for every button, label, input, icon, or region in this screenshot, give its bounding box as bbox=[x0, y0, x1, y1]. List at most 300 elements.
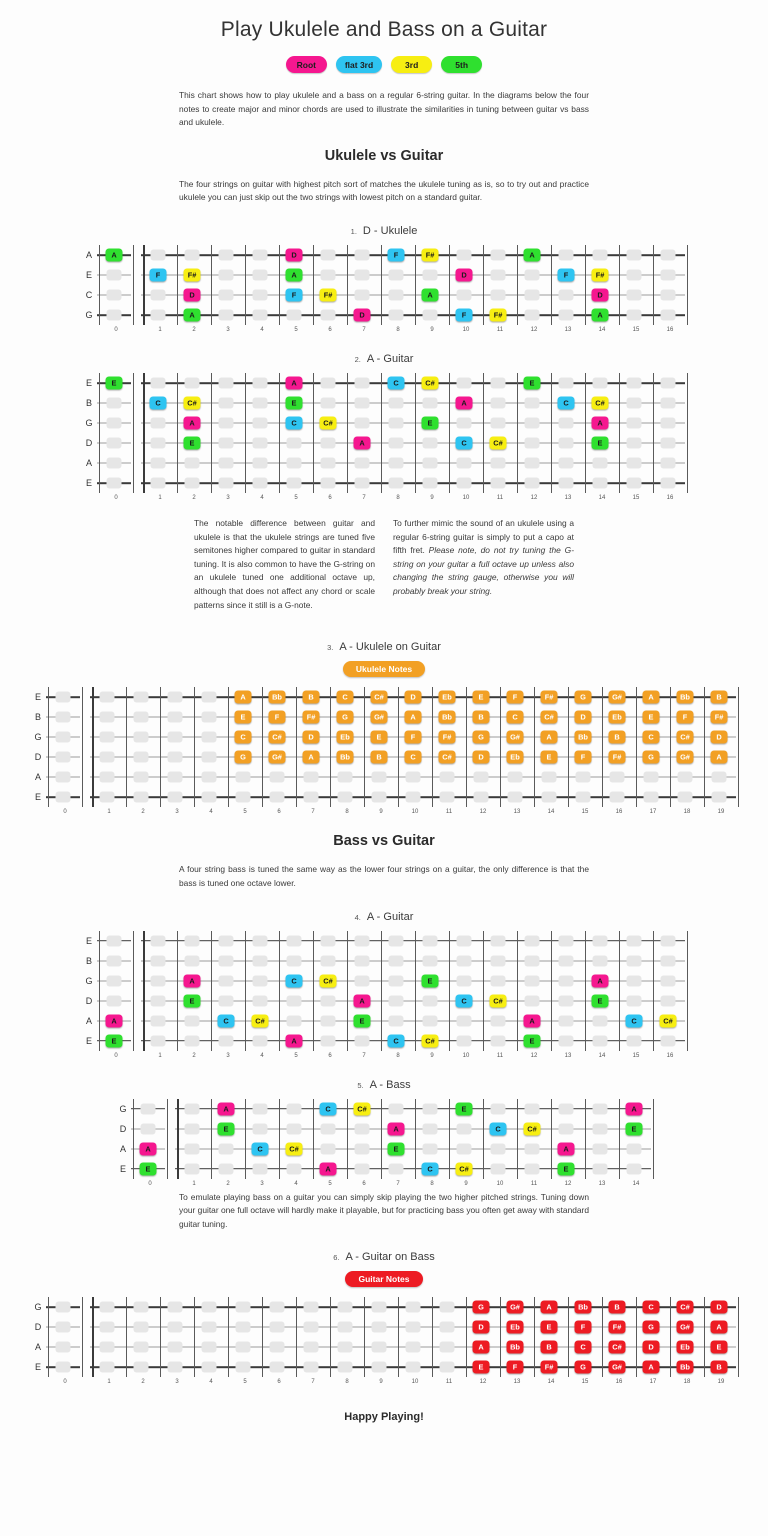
fret-marker-ghost bbox=[627, 378, 642, 389]
fret-note: A bbox=[354, 437, 371, 450]
fret-note: D bbox=[303, 731, 320, 744]
fret-cells bbox=[90, 727, 736, 747]
fret-cell bbox=[549, 265, 583, 285]
fret-marker-ghost bbox=[423, 398, 438, 409]
fret-cells bbox=[141, 285, 685, 305]
fret-cell bbox=[277, 1139, 311, 1159]
fret-marker-ghost bbox=[56, 732, 71, 743]
fret-cell bbox=[481, 951, 515, 971]
open-string-cell bbox=[97, 951, 131, 971]
fret-note: E bbox=[106, 377, 123, 390]
fret-note: Bb bbox=[575, 1301, 592, 1314]
fret-number: 0 bbox=[114, 495, 118, 502]
fret-note: C bbox=[235, 731, 252, 744]
fret-cell bbox=[226, 1357, 260, 1377]
fret-cell bbox=[430, 1357, 464, 1377]
fret-cell bbox=[362, 767, 396, 787]
fret-marker-ghost bbox=[423, 478, 438, 489]
fret-cell bbox=[294, 1317, 328, 1337]
ukulele-section-intro: The four strings on guitar with highest pitch sort of matches the ukulele tuning as is, so to try out and practice ukulele you can just skip out the two strings with lowest pitch on a standard guitar. bbox=[179, 178, 589, 203]
fret-cell bbox=[617, 285, 651, 305]
fret-marker-ghost bbox=[287, 935, 302, 946]
fret-cell bbox=[549, 413, 583, 433]
fretboard-block-6 bbox=[0, 1251, 768, 1385]
fret-marker-ghost bbox=[644, 772, 659, 783]
fret-marker-ghost bbox=[270, 1302, 285, 1313]
fret-cell bbox=[158, 767, 192, 787]
fret-cell bbox=[362, 727, 396, 747]
fret-cells bbox=[175, 1099, 651, 1119]
fret-cell bbox=[311, 1159, 345, 1179]
fret-cell bbox=[209, 1099, 243, 1119]
open-string-cell bbox=[46, 687, 80, 707]
fret-marker-ghost bbox=[253, 290, 268, 301]
fret-number: 0 bbox=[114, 1052, 118, 1059]
fret-cells bbox=[141, 305, 685, 325]
fret-cell bbox=[668, 767, 702, 787]
fret-cell bbox=[260, 747, 294, 767]
fret-marker-ghost bbox=[321, 310, 336, 321]
fret-marker-ghost bbox=[627, 458, 642, 469]
fret-cell bbox=[379, 1159, 413, 1179]
fret-cell bbox=[328, 727, 362, 747]
fret-cell bbox=[294, 767, 328, 787]
fret-cell bbox=[192, 727, 226, 747]
fret-marker-ghost bbox=[559, 438, 574, 449]
fret-cell bbox=[345, 245, 379, 265]
fret-note: B bbox=[541, 1341, 558, 1354]
fret-cell bbox=[226, 687, 260, 707]
fret-cell bbox=[651, 951, 685, 971]
fret-cell bbox=[481, 433, 515, 453]
fret-marker-ghost bbox=[440, 772, 455, 783]
fret-cell bbox=[447, 1139, 481, 1159]
fret-marker-ghost bbox=[141, 1123, 156, 1134]
fret-marker-ghost bbox=[287, 995, 302, 1006]
fret-cell bbox=[243, 265, 277, 285]
fret-cell bbox=[209, 453, 243, 473]
fret-number-row bbox=[81, 1053, 687, 1059]
open-string-cell bbox=[97, 285, 131, 305]
fret-cell bbox=[617, 413, 651, 433]
fret-note: D bbox=[473, 751, 490, 764]
fret-cell bbox=[583, 265, 617, 285]
fret-number: 9 bbox=[464, 1180, 468, 1187]
fret-note: A bbox=[320, 1162, 337, 1175]
fret-number: 11 bbox=[496, 1052, 504, 1059]
fret-cell bbox=[498, 767, 532, 787]
fret-cell bbox=[158, 1297, 192, 1317]
fret-marker-ghost bbox=[576, 772, 591, 783]
nut-gap bbox=[131, 373, 141, 393]
fret-note: G# bbox=[507, 1301, 524, 1314]
fret-marker-ghost bbox=[525, 418, 540, 429]
fret-cell bbox=[158, 787, 192, 807]
fret-note: F# bbox=[490, 309, 507, 322]
fret-marker-ghost bbox=[712, 792, 727, 803]
fret-cell bbox=[583, 1159, 617, 1179]
footer-text: Happy Playing! bbox=[344, 1411, 424, 1424]
fret-marker-ghost bbox=[627, 398, 642, 409]
fret-cell bbox=[328, 1297, 362, 1317]
fret-marker-ghost bbox=[151, 995, 166, 1006]
open-string-cell bbox=[97, 931, 131, 951]
fret-marker-ghost bbox=[525, 478, 540, 489]
fret-cell bbox=[379, 453, 413, 473]
fret-note: F bbox=[388, 249, 405, 262]
fret-note: A bbox=[643, 1361, 660, 1374]
fret-marker-ghost bbox=[491, 1035, 506, 1046]
fret-number: 4 bbox=[209, 1379, 213, 1386]
fret-cell bbox=[532, 1317, 566, 1337]
fret-marker-ghost bbox=[389, 290, 404, 301]
fret-cell bbox=[413, 473, 447, 493]
fret-cell bbox=[600, 687, 634, 707]
fret-cell bbox=[311, 971, 345, 991]
fret-cell bbox=[311, 373, 345, 393]
open-string-cell bbox=[46, 767, 80, 787]
fret-marker-ghost bbox=[202, 1362, 217, 1373]
fret-cell bbox=[175, 265, 209, 285]
string-label: E bbox=[85, 378, 92, 389]
fret-marker-ghost bbox=[627, 1035, 642, 1046]
fret-number: 10 bbox=[411, 809, 419, 816]
fret-number: 4 bbox=[294, 1180, 298, 1187]
fret-cell bbox=[481, 473, 515, 493]
fret-cell bbox=[498, 687, 532, 707]
fret-number: 13 bbox=[564, 495, 572, 502]
fret-marker-ghost bbox=[372, 1302, 387, 1313]
fret-marker-ghost bbox=[593, 1035, 608, 1046]
fretboard-string-row bbox=[115, 1159, 653, 1179]
fret-cell bbox=[481, 991, 515, 1011]
fret-marker-ghost bbox=[627, 935, 642, 946]
fret-number: 19 bbox=[717, 1379, 725, 1386]
fret-cell bbox=[226, 1297, 260, 1317]
fretboard-block-3 bbox=[0, 641, 768, 815]
fret-marker-ghost bbox=[287, 310, 302, 321]
fret-cell bbox=[379, 1031, 413, 1051]
fret-marker-ghost bbox=[491, 1163, 506, 1174]
fret-note: E bbox=[184, 437, 201, 450]
fret-marker-ghost bbox=[678, 792, 693, 803]
fret-number: 6 bbox=[277, 1379, 281, 1386]
fret-cell bbox=[447, 373, 481, 393]
fret-cell bbox=[481, 373, 515, 393]
fret-cell bbox=[243, 991, 277, 1011]
fret-cell bbox=[362, 1317, 396, 1337]
legend-pill-flat-3rd: flat 3rd bbox=[336, 56, 382, 73]
fret-number: 10 bbox=[462, 327, 470, 334]
fret-cell bbox=[175, 971, 209, 991]
fret-cell bbox=[583, 285, 617, 305]
open-string-cell bbox=[46, 707, 80, 727]
fret-marker-ghost bbox=[100, 732, 115, 743]
fret-marker-ghost bbox=[287, 1163, 302, 1174]
fret-marker-ghost bbox=[185, 458, 200, 469]
fret-number: 5 bbox=[294, 327, 298, 334]
fret-marker-ghost bbox=[219, 398, 234, 409]
fret-number: 17 bbox=[649, 1379, 657, 1386]
fret-note: C# bbox=[269, 731, 286, 744]
fret-marker-ghost bbox=[559, 250, 574, 261]
fret-cell bbox=[175, 305, 209, 325]
fret-note: C bbox=[490, 1122, 507, 1135]
fret-marker-ghost bbox=[627, 270, 642, 281]
fret-marker-ghost bbox=[525, 310, 540, 321]
fret-marker-ghost bbox=[168, 792, 183, 803]
fret-note: C bbox=[575, 1341, 592, 1354]
fret-marker-ghost bbox=[576, 792, 591, 803]
open-string-cell bbox=[46, 747, 80, 767]
fret-cell bbox=[141, 413, 175, 433]
fret-cell bbox=[226, 1337, 260, 1357]
fret-cell bbox=[141, 1011, 175, 1031]
fret-cell bbox=[209, 285, 243, 305]
fret-cell bbox=[583, 433, 617, 453]
fret-cell bbox=[651, 971, 685, 991]
fret-marker-ghost bbox=[389, 1015, 404, 1026]
diagram-title bbox=[0, 911, 768, 923]
fret-marker-ghost bbox=[141, 1103, 156, 1114]
fret-cell bbox=[447, 473, 481, 493]
fret-cell bbox=[532, 727, 566, 747]
fret-cell bbox=[651, 245, 685, 265]
fret-cell bbox=[311, 931, 345, 951]
fret-note: G bbox=[643, 751, 660, 764]
fret-marker-ghost bbox=[168, 692, 183, 703]
fret-marker-ghost bbox=[661, 955, 676, 966]
fret-marker-ghost bbox=[491, 458, 506, 469]
fret-cell bbox=[209, 1119, 243, 1139]
open-string-cell bbox=[46, 787, 80, 807]
fret-cell bbox=[311, 305, 345, 325]
fretboard-string-row bbox=[81, 931, 687, 951]
diagram-number: 3. bbox=[327, 643, 334, 653]
fret-cell bbox=[379, 931, 413, 951]
fret-note: F# bbox=[609, 751, 626, 764]
fret-cell bbox=[702, 727, 736, 747]
fret-note: F# bbox=[184, 269, 201, 282]
fret-cell bbox=[158, 1317, 192, 1337]
fretboard-string-row bbox=[30, 687, 738, 707]
string-label: E bbox=[34, 692, 41, 703]
fret-cell bbox=[413, 373, 447, 393]
fret-number: 4 bbox=[260, 1052, 264, 1059]
fret-marker-ghost bbox=[627, 290, 642, 301]
fret-number: 0 bbox=[63, 1379, 67, 1386]
fret-cell bbox=[209, 373, 243, 393]
fret-marker-ghost bbox=[423, 935, 438, 946]
fret-marker-ghost bbox=[219, 418, 234, 429]
fret-note: Bb bbox=[269, 691, 286, 704]
fret-marker-ghost bbox=[321, 398, 336, 409]
fret-note: E bbox=[643, 711, 660, 724]
fret-marker-ghost bbox=[185, 1143, 200, 1154]
fret-cell bbox=[583, 1031, 617, 1051]
fret-number: 14 bbox=[598, 495, 606, 502]
fret-marker-ghost bbox=[287, 1015, 302, 1026]
string-label: A bbox=[34, 1342, 41, 1353]
fret-marker-ghost bbox=[457, 418, 472, 429]
fret-note: B bbox=[609, 731, 626, 744]
fret-marker-ghost bbox=[270, 1362, 285, 1373]
fret-cell bbox=[549, 971, 583, 991]
fret-cell bbox=[379, 473, 413, 493]
fret-cell bbox=[413, 453, 447, 473]
nut-gap bbox=[80, 1297, 90, 1317]
fret-marker-ghost bbox=[56, 772, 71, 783]
fret-cell bbox=[209, 1159, 243, 1179]
fret-note: E bbox=[106, 1034, 123, 1047]
fret-marker-ghost bbox=[355, 975, 370, 986]
fret-note: F bbox=[286, 289, 303, 302]
fret-cell bbox=[175, 373, 209, 393]
nut-gap bbox=[131, 413, 141, 433]
diagram-title-text: D - Ukulele bbox=[362, 225, 418, 238]
fret-marker-ghost bbox=[304, 772, 319, 783]
fret-marker-ghost bbox=[525, 995, 540, 1006]
fret-marker-ghost bbox=[542, 772, 557, 783]
fret-cell bbox=[124, 707, 158, 727]
nut-gap bbox=[131, 951, 141, 971]
fret-marker-ghost bbox=[389, 398, 404, 409]
fret-cell bbox=[583, 393, 617, 413]
fret-marker-ghost bbox=[321, 935, 336, 946]
fret-cell bbox=[243, 285, 277, 305]
fret-note: D bbox=[405, 691, 422, 704]
fret-note: F bbox=[558, 269, 575, 282]
fret-cell bbox=[379, 433, 413, 453]
fret-number: 16 bbox=[666, 327, 674, 334]
fret-cell bbox=[481, 1011, 515, 1031]
nut-gap bbox=[131, 991, 141, 1011]
fret-marker-ghost bbox=[389, 1163, 404, 1174]
fret-cell bbox=[617, 453, 651, 473]
fret-marker-ghost bbox=[321, 1035, 336, 1046]
fret-cell bbox=[192, 1317, 226, 1337]
diagram-title bbox=[0, 225, 768, 237]
string-label: D bbox=[85, 438, 93, 449]
fret-note: C bbox=[456, 994, 473, 1007]
fret-number: 11 bbox=[445, 1379, 453, 1386]
fret-cell bbox=[345, 413, 379, 433]
fret-cell bbox=[192, 767, 226, 787]
fret-note: B bbox=[371, 751, 388, 764]
nut-gap bbox=[131, 473, 141, 493]
fret-note: F bbox=[150, 269, 167, 282]
diagram-number: 5. bbox=[357, 1080, 364, 1090]
fret-cell bbox=[277, 285, 311, 305]
fret-marker-ghost bbox=[627, 1163, 642, 1174]
fretboard-string-row bbox=[30, 1357, 738, 1377]
fret-number: 1 bbox=[107, 1379, 111, 1386]
fret-marker-ghost bbox=[525, 955, 540, 966]
fret-number: 6 bbox=[328, 495, 332, 502]
fret-note: A bbox=[106, 1014, 123, 1027]
fret-cell bbox=[617, 1099, 651, 1119]
fret-note: E bbox=[592, 437, 609, 450]
fret-marker-ghost bbox=[107, 438, 122, 449]
fretboard-block-2 bbox=[0, 353, 768, 501]
fret-cell bbox=[634, 1357, 668, 1377]
fret-cell bbox=[617, 393, 651, 413]
fret-cell bbox=[158, 1357, 192, 1377]
fret-marker-ghost bbox=[185, 935, 200, 946]
fret-cell bbox=[413, 971, 447, 991]
fret-note: G bbox=[235, 751, 252, 764]
fret-marker-ghost bbox=[355, 1143, 370, 1154]
fret-cell bbox=[90, 1297, 124, 1317]
fret-note: C# bbox=[456, 1162, 473, 1175]
fret-cell bbox=[124, 767, 158, 787]
fret-marker-ghost bbox=[423, 995, 438, 1006]
nut-gap bbox=[131, 245, 141, 265]
fret-cell bbox=[175, 413, 209, 433]
fret-marker-ghost bbox=[389, 478, 404, 489]
fret-cell bbox=[651, 393, 685, 413]
fret-number: 19 bbox=[717, 809, 725, 816]
fretboard bbox=[0, 687, 768, 815]
fret-cell bbox=[498, 1357, 532, 1377]
fret-marker-ghost bbox=[151, 478, 166, 489]
fret-cell bbox=[634, 1297, 668, 1317]
fret-marker-ghost bbox=[406, 792, 421, 803]
fret-cell bbox=[226, 707, 260, 727]
fret-cell bbox=[430, 787, 464, 807]
fret-note: E bbox=[558, 1162, 575, 1175]
fret-marker-ghost bbox=[389, 955, 404, 966]
fret-cell bbox=[345, 305, 379, 325]
fret-cell bbox=[294, 787, 328, 807]
fret-marker-ghost bbox=[100, 1342, 115, 1353]
fret-note: C# bbox=[524, 1122, 541, 1135]
fret-note: E bbox=[184, 994, 201, 1007]
fret-cell bbox=[583, 1011, 617, 1031]
open-string-cell bbox=[97, 971, 131, 991]
fret-note: Bb bbox=[439, 711, 456, 724]
fret-marker-ghost bbox=[202, 792, 217, 803]
fret-cell bbox=[651, 373, 685, 393]
fret-marker-ghost bbox=[219, 478, 234, 489]
fret-note: G bbox=[473, 1301, 490, 1314]
fret-number: 12 bbox=[530, 495, 538, 502]
fret-marker-ghost bbox=[491, 270, 506, 281]
fret-cell bbox=[566, 707, 600, 727]
fret-cell bbox=[668, 707, 702, 727]
fret-note: A bbox=[524, 1014, 541, 1027]
diagram-title bbox=[0, 1079, 768, 1091]
fret-marker-ghost bbox=[321, 378, 336, 389]
fret-cell bbox=[243, 413, 277, 433]
nut-gap bbox=[131, 971, 141, 991]
fretboard bbox=[0, 373, 768, 501]
fret-cells bbox=[141, 971, 685, 991]
fret-cell bbox=[549, 1099, 583, 1119]
fret-cell bbox=[634, 787, 668, 807]
fret-marker-ghost bbox=[185, 955, 200, 966]
fret-number: 4 bbox=[260, 495, 264, 502]
fret-number: 9 bbox=[379, 809, 383, 816]
fret-cell bbox=[634, 1337, 668, 1357]
fret-marker-ghost bbox=[56, 1342, 71, 1353]
fret-marker-ghost bbox=[525, 458, 540, 469]
fret-cell bbox=[651, 1031, 685, 1051]
fret-number: 12 bbox=[530, 327, 538, 334]
fret-marker-ghost bbox=[151, 310, 166, 321]
fret-note: G bbox=[643, 1321, 660, 1334]
fret-cell bbox=[311, 1099, 345, 1119]
